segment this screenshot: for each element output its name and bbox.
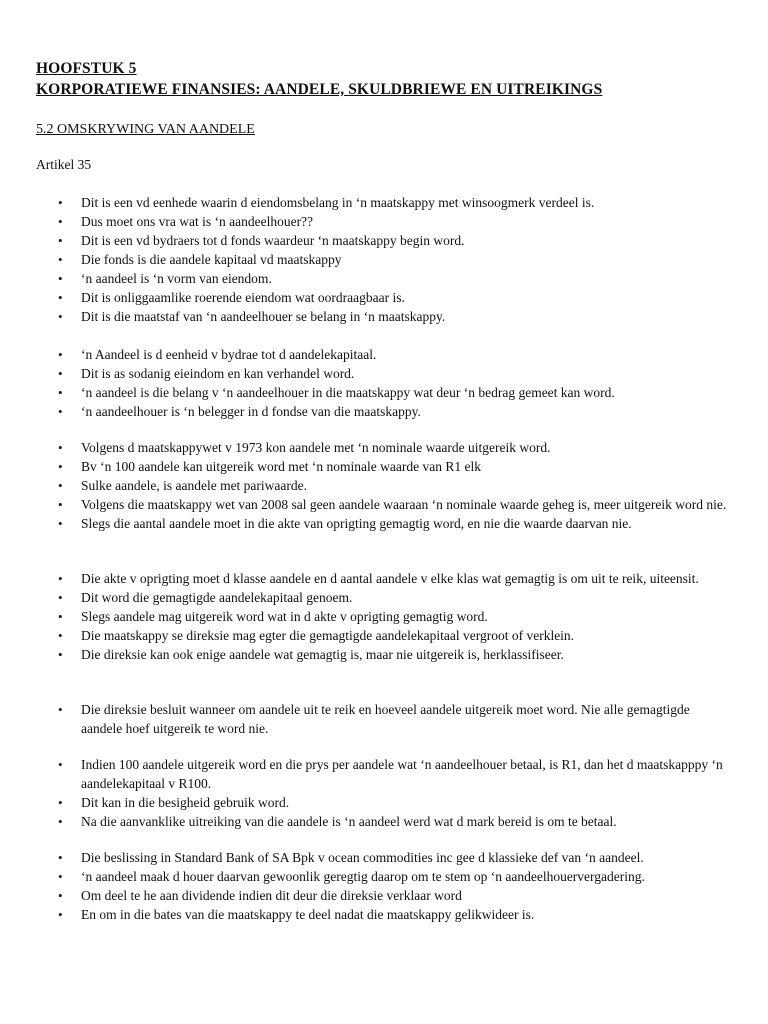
bullet-icon: • [58,888,63,903]
list-item-text: Die direksie kan ook enige aandele wat gemagtig is, maar nie uitgereik is, herklassifiseer. [81,647,564,662]
list-item [0,645,768,664]
list-item-text: Die beslissing in Standard Bank of SA Bpk v ocean commodities inc gee d klassieke def van ‘n aandeel. [81,850,644,865]
list-item-text: Sulke aandele, is aandele met pariwaarde. [81,478,308,493]
list-item [0,307,768,326]
chapter-subtitle: KORPORATIEWE FINANSIES: AANDELE, SKULDBRIEWE EN UITREIKINGS [36,81,603,98]
list-item-text: Dus moet ons vra wat is ‘n aandeelhouer?? [81,214,314,229]
list-item [0,438,768,457]
bullet-icon: • [58,195,63,210]
list-item-text: Om deel te he aan dividende indien dit deur die direksie verklaar word [81,888,462,903]
article-reference: Artikel 35 [36,157,92,172]
list-item [0,569,768,588]
bullet-list-4 [0,569,768,664]
list-item-text: Slegs die aantal aandele moet in die akte van oprigting gemagtig word, en nie die waarde daarvan nie. [81,516,632,531]
bullet-icon: • [58,214,63,229]
bullet-icon: • [58,309,63,324]
list-item [0,288,768,307]
list-item-text: Die fonds is die aandele kapitaal vd maatskappy [81,252,342,267]
bullet-icon: • [58,290,63,305]
list-item-text: Dit is die maatstaf van ‘n aandeelhouer se belang in ‘n maatskappy. [81,309,446,324]
bullet-list-7 [0,848,768,924]
chapter-title: HOOFSTUK 5 [36,60,137,77]
bullet-icon: • [58,757,63,772]
list-item [0,514,768,533]
list-item-text: Volgens die maatskappy wet van 2008 sal geen aandele waaraan ‘n nominale waarde geheg is, meer uitgereik word nie. [81,497,727,512]
list-item-text: ‘n aandeelhouer is ‘n belegger in d fondse van die maatskappy. [81,404,421,419]
list-item-text: Dit is een vd bydraers tot d fonds waardeur ‘n maatskappy begin word. [81,233,465,248]
bullet-icon: • [58,850,63,865]
bullet-icon: • [58,459,63,474]
list-item [0,495,768,514]
list-item [0,476,768,495]
list-item-text: ‘n aandeel maak d houer daarvan gewoonlik geregtig daarop om te stem op ‘n aandeelhouervergadering. [81,869,645,884]
list-item [0,607,768,626]
list-item [0,212,768,231]
bullet-icon: • [58,590,63,605]
list-item-text: Dit word die gemagtigde aandelekapitaal genoem. [81,590,353,605]
bullet-list-5 [0,700,768,738]
bullet-icon: • [58,366,63,381]
bullet-icon: • [58,702,63,717]
bullet-icon: • [58,404,63,419]
list-item [0,364,768,383]
list-item [0,345,768,364]
list-item-text: Dit is een vd eenhede waarin d eiendomsbelang in ‘n maatskappy met winsoogmerk verdeel is. [81,195,595,210]
list-item [0,402,768,421]
bullet-icon: • [58,869,63,884]
list-item-text: ‘n Aandeel is d eenheid v bydrae tot d aandelekapitaal. [81,347,377,362]
bullet-icon: • [58,609,63,624]
bullet-icon: • [58,478,63,493]
list-item [0,269,768,288]
bullet-icon: • [58,252,63,267]
bullet-icon: • [58,440,63,455]
bullet-icon: • [58,907,63,922]
list-item [0,588,768,607]
list-item [0,193,768,212]
list-item-text: Dit is onliggaamlike roerende eiendom wat oordraagbaar is. [81,290,405,305]
list-item-text: Volgens d maatskappywet v 1973 kon aandele met ‘n nominale waarde uitgereik word. [81,440,551,455]
list-item-text: Na die aanvanklike uitreiking van die aandele is ‘n aandeel werd wat d mark bereid is om te betaal. [81,814,617,829]
bullet-list-1 [0,193,768,326]
list-item-text: En om in die bates van die maatskappy te deel nadat die maatskappy gelikwideer is. [81,907,535,922]
list-item [0,626,768,645]
section-title: 5.2 OMSKRYWING VAN AANDELE [36,122,255,137]
list-item [0,457,768,476]
list-item-text: Indien 100 aandele uitgereik word en die prys per aandele wat ‘n aandeelhouer betaal, is R1, dan het d maatskapppy ‘n aandelekapitaal v R100. [81,757,723,791]
list-item [0,383,768,402]
bullet-icon: • [58,385,63,400]
bullet-icon: • [58,647,63,662]
list-item [0,886,768,905]
bullet-icon: • [58,814,63,829]
list-item-text: Dit is as sodanig eieindom en kan verhandel word. [81,366,355,381]
list-item-text: ‘n aandeel is die belang v ‘n aandeelhouer in die maatskappy wat deur ‘n bedrag gemeet kan word. [81,385,615,400]
list-item-text: Bv ‘n 100 aandele kan uitgereik word met ‘n nominale waarde van R1 elk [81,459,481,474]
list-item-text: Dit kan in die besigheid gebruik word. [81,795,290,810]
bullet-icon: • [58,795,63,810]
list-item-text: Die direksie besluit wanneer om aandele uit te reik en hoeveel aandele uitgereik moet word. Nie alle gemagtigde aandele hoef uitgereik te word nie. [81,702,690,736]
list-item [0,250,768,269]
list-item [0,848,768,867]
list-item-text: Die maatskappy se direksie mag egter die gemagtigde aandelekapitaal vergroot of verklein. [81,628,575,643]
list-item-text: ‘n aandeel is ‘n vorm van eiendom. [81,271,272,286]
bullet-icon: • [58,233,63,248]
list-item [0,755,768,793]
list-item [0,793,768,812]
list-item-text: Die akte v oprigting moet d klasse aandele en d aantal aandele v elke klas wat gemagtig is om uit te reik, uiteensit. [81,571,699,586]
bullet-icon: • [58,271,63,286]
list-item-text: Slegs aandele mag uitgereik word wat in d akte v oprigting gemagtig word. [81,609,488,624]
list-item [0,867,768,886]
list-item [0,700,768,738]
bullet-list-2 [0,345,768,421]
list-item [0,231,768,250]
list-item [0,905,768,924]
bullet-icon: • [58,571,63,586]
bullet-icon: • [58,497,63,512]
bullet-icon: • [58,516,63,531]
bullet-list-6 [0,755,768,831]
bullet-icon: • [58,628,63,643]
bullet-list-3 [0,438,768,533]
list-item [0,812,768,831]
bullet-icon: • [58,347,63,362]
